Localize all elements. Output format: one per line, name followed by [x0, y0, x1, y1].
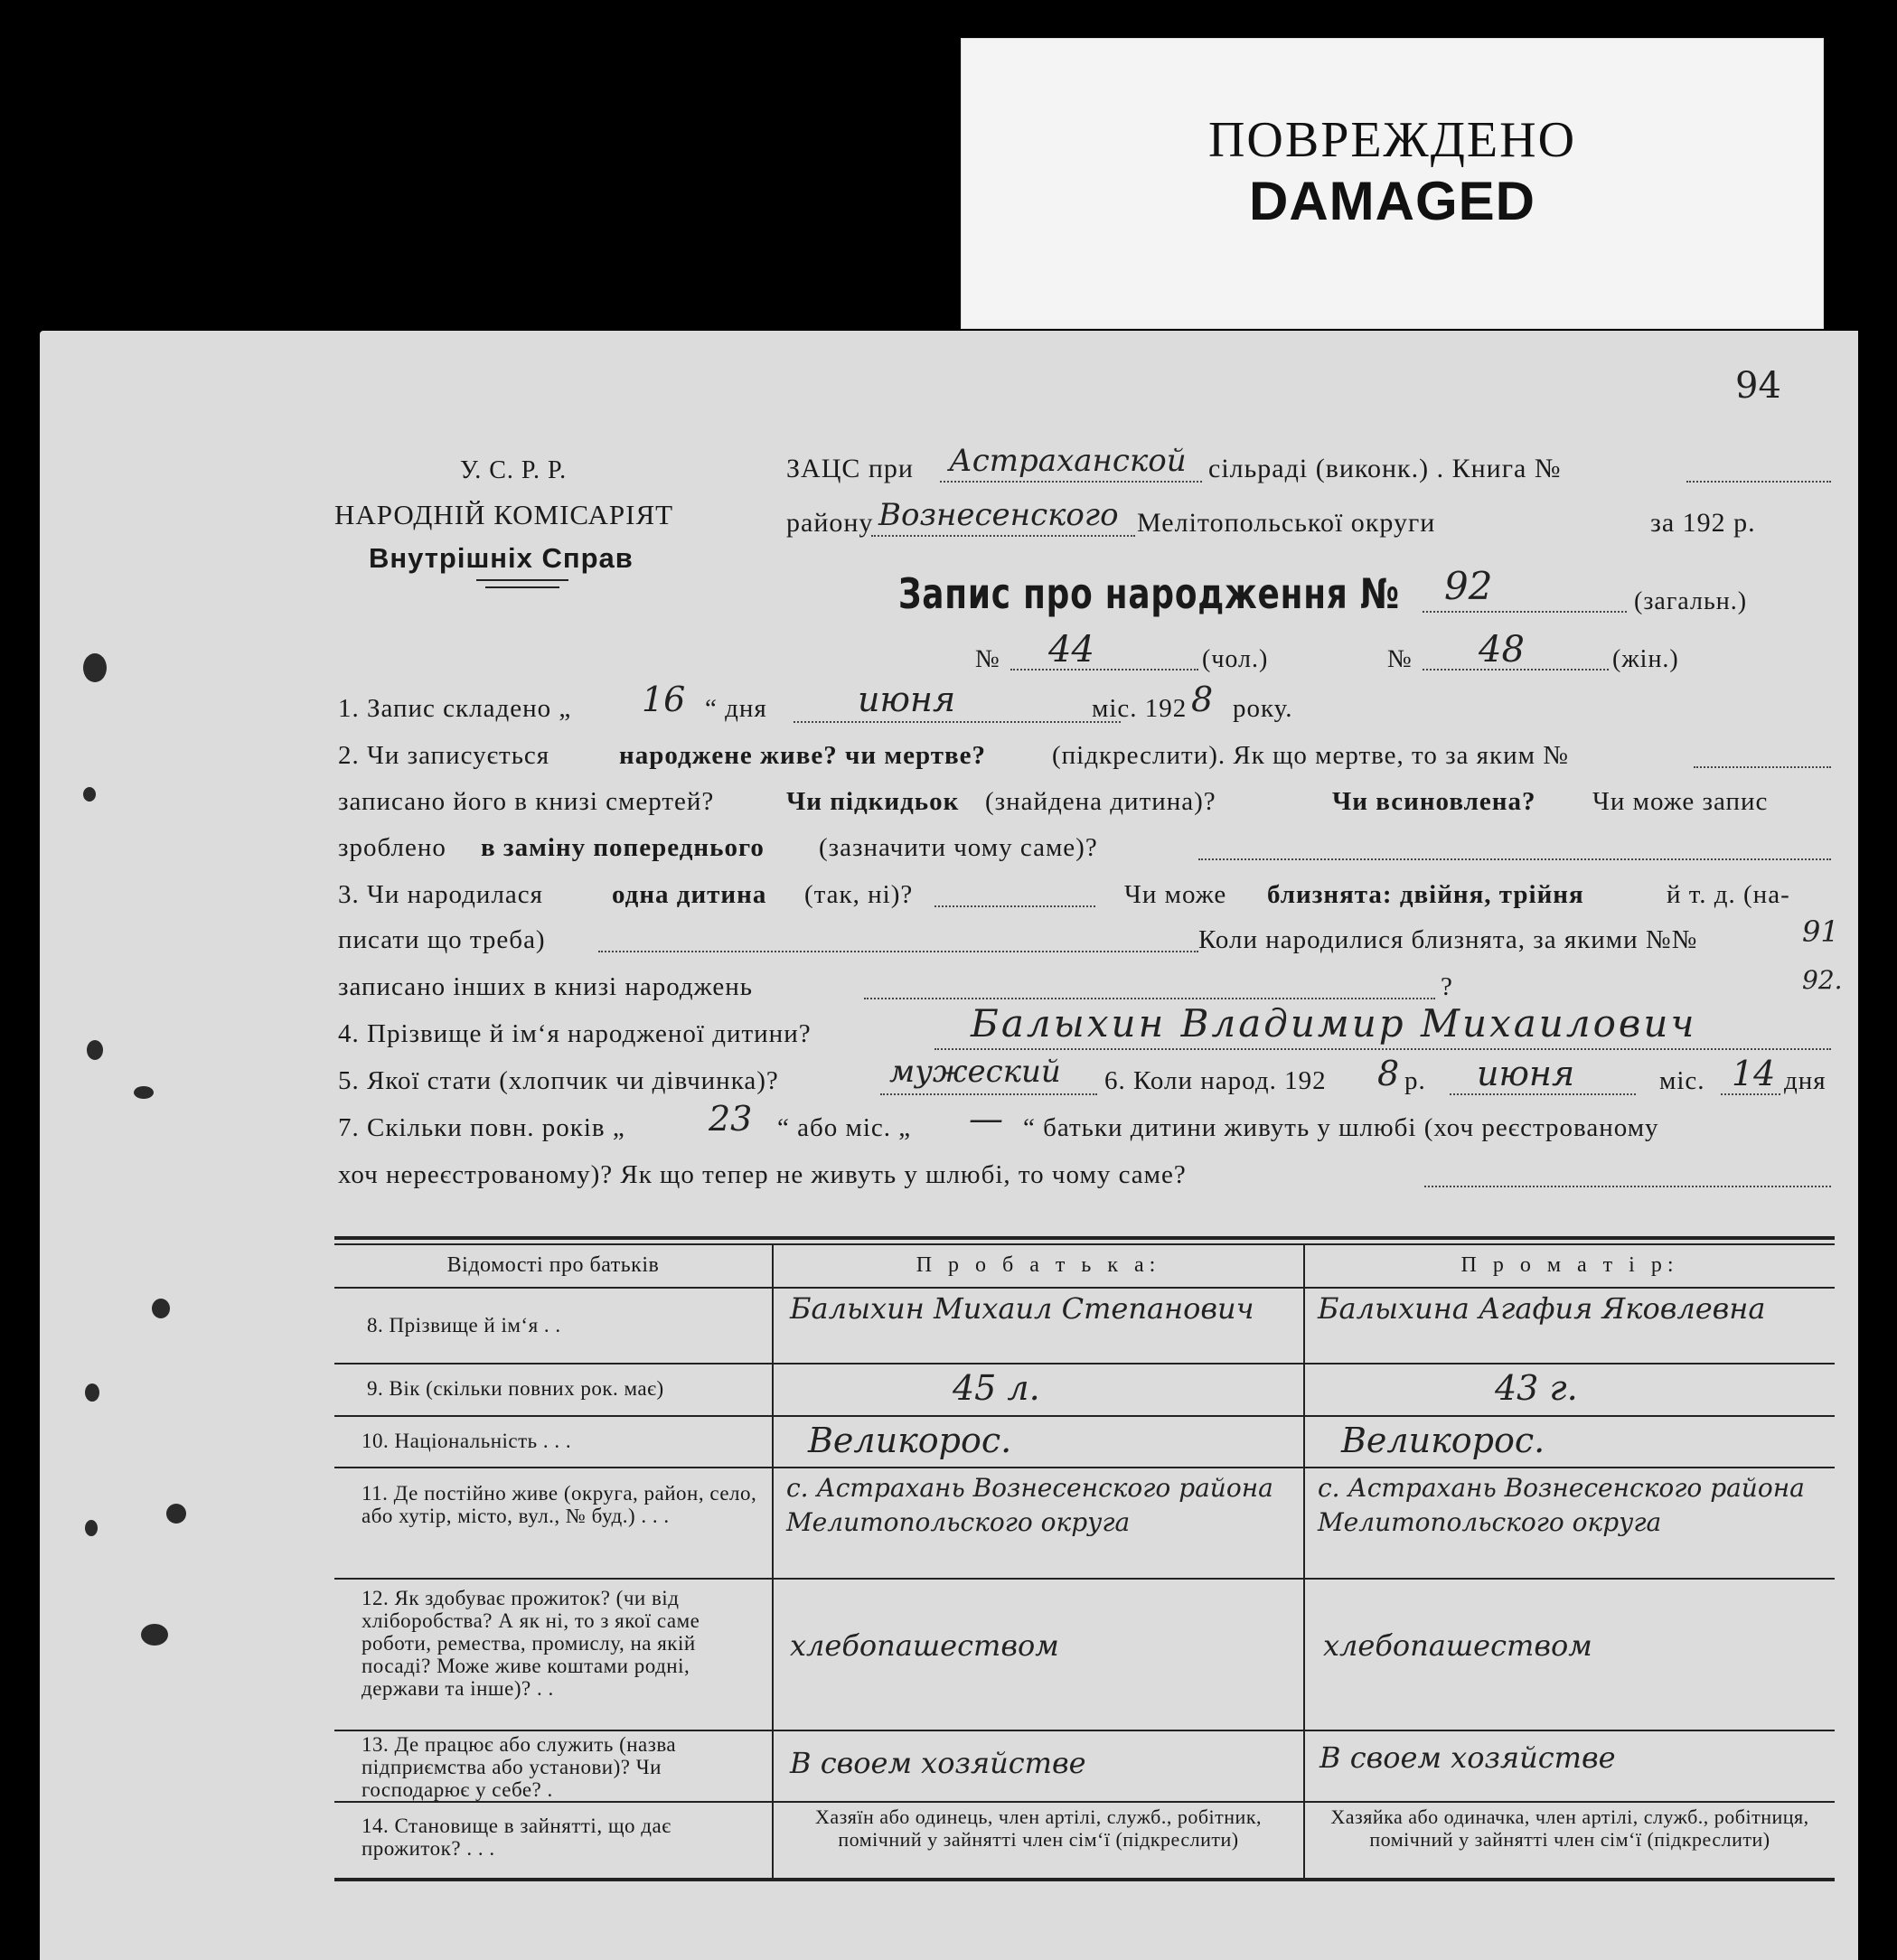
item4-label: 4. Прізвище й ім‘я народженої дитини? — [338, 1019, 812, 1048]
table-row-label: 10. Національність . . . — [362, 1430, 572, 1452]
male-number-sign: № — [975, 645, 1000, 673]
commissariat-department: Внутрішніх Справ — [369, 542, 634, 574]
punch-hole-mark — [85, 1520, 98, 1536]
record-title: Запис про народження № — [898, 569, 1400, 618]
item1-month: июня — [858, 680, 956, 719]
punch-hole-mark — [87, 1040, 103, 1060]
damaged-label-ua: ПОВРЕЖДЕНО — [1207, 112, 1577, 168]
table-row-label: 11. Де постійно живе (округа, район, село, або хутір, місто, вул., № буд.) . . . — [362, 1482, 757, 1527]
item1-day: 16 — [642, 680, 686, 719]
mother-nationality-value: Великорос. — [1341, 1421, 1545, 1460]
table-row-divider — [334, 1363, 1835, 1364]
item1-year-label: міс. 192 — [1092, 694, 1188, 723]
page-number: 94 — [1735, 365, 1781, 407]
table-row-divider — [334, 1467, 1835, 1468]
item2-alive-dead: народжене живе? чи мертве? — [619, 741, 987, 770]
item7-line2: хоч нереєстрованому)? Як що тепер не живуть у шлюбі, то чому саме? — [338, 1160, 1187, 1189]
item6-year-suffix: р. — [1404, 1066, 1426, 1095]
item3-line3-a: записано інших в книзі народжень — [338, 972, 753, 1001]
item7-months: — — [969, 1099, 1003, 1139]
table-row-label: 12. Як здобуває прожиток? (чи від хліборобства? А як ні, то з якої саме роботи, ремества, промислу, на якій посаді? Може живе коштами родні, держави та інше)? . . — [362, 1587, 700, 1700]
mother-workplace-value: В своем хозяйстве — [1319, 1740, 1616, 1775]
item2-line3-a: зроблено — [338, 833, 446, 862]
fill-line — [880, 1093, 1097, 1095]
item2-line3-c: (зазначити чому саме)? — [819, 833, 1098, 862]
child-sex-value: мужеский — [889, 1054, 1061, 1090]
item1-label: 1. Запис складено „ — [338, 694, 572, 723]
zags-value: Астраханской — [949, 443, 1187, 479]
fill-line — [1423, 669, 1609, 671]
table-header-info: Відомості про батьків — [446, 1253, 660, 1277]
table-border-top — [334, 1243, 1835, 1245]
item2-label: 2. Чи записується — [338, 741, 550, 770]
district-suffix: Мелітопольської округи — [1137, 508, 1436, 538]
item6-month-label: міс. — [1659, 1066, 1705, 1095]
item3-etc: й т. д. (на- — [1667, 880, 1790, 909]
zags-suffix: сільраді (виконк.) . Книга № — [1208, 454, 1562, 483]
item6-day-label: дня — [1784, 1066, 1827, 1095]
father-livelihood-value: хлебопашеством — [790, 1628, 1059, 1663]
mother-employment-status: Хазяйка або одиначка, член артілі, служб., робітниця, помічний у зайнятті член сім‘ї (підкреслити) — [1330, 1805, 1809, 1851]
male-number: 44 — [1048, 629, 1094, 671]
divider-line — [485, 586, 559, 588]
fill-line — [934, 1048, 1831, 1050]
table-row-label: 13. Де працює або служить (назва підприємства або установи)? Чи господарює у себе? . — [362, 1733, 677, 1801]
punch-hole-mark — [83, 787, 96, 802]
fill-line — [1010, 669, 1198, 671]
fill-line — [1450, 1093, 1636, 1095]
table-row-divider — [334, 1415, 1835, 1417]
mother-name-value: Балыхина Агафия Яковлевна — [1318, 1291, 1766, 1326]
item3-line2-a: писати що треба) — [338, 925, 546, 954]
child-name-value: Балыхин Владимир Михаилович — [971, 1001, 1697, 1046]
fill-line — [871, 535, 1135, 537]
father-employment-status: Хазяїн або одинець, член артілі, служб., робітник, помічний у зайнятті член сім‘ї (підкреслити) — [814, 1805, 1263, 1851]
table-col-divider — [772, 1243, 774, 1880]
item2-adopted: Чи всиновлена? — [1332, 787, 1536, 816]
female-label: (жін.) — [1612, 645, 1679, 673]
item3-twins: близнята: двійня, трійня — [1267, 880, 1584, 909]
fill-line — [1423, 611, 1627, 613]
item2-line2-e: Чи може запис — [1592, 787, 1769, 816]
table-header-father: П р о б а т ь к а: — [916, 1253, 1161, 1277]
item5-label: 5. Якої стати (хлопчик чи дівчинка)? — [338, 1066, 779, 1095]
total-label: (загальн.) — [1634, 587, 1748, 615]
divider-line — [476, 579, 568, 581]
punch-hole-mark — [152, 1299, 170, 1318]
female-number-sign: № — [1387, 645, 1413, 673]
item3-twin-no1: 91 — [1802, 914, 1839, 949]
punch-hole-mark — [83, 653, 107, 682]
father-workplace-value: В своем хозяйстве — [790, 1746, 1086, 1780]
record-number: 92 — [1444, 564, 1493, 608]
table-border-top — [334, 1236, 1835, 1240]
item1-day-label: “ дня — [705, 694, 767, 723]
fill-line — [598, 951, 1198, 952]
father-age-value: 45 л. — [953, 1368, 1040, 1408]
table-row-divider — [334, 1578, 1835, 1580]
fill-line — [1686, 481, 1831, 483]
table-row-label: 8. Прізвище й ім‘я . . — [367, 1314, 561, 1336]
father-nationality-value: Великорос. — [808, 1421, 1012, 1460]
table-row-label: 14. Становище в зайнятті, що дає прожиток? . . . — [362, 1815, 671, 1860]
district-label: району — [786, 508, 874, 538]
mother-livelihood-value: хлебопашеством — [1323, 1628, 1592, 1663]
item1-suffix: року. — [1233, 694, 1293, 723]
item6-year: 8 — [1377, 1054, 1400, 1093]
item3-maybe: Чи може — [1124, 880, 1227, 909]
item7-years: 23 — [709, 1099, 753, 1139]
item3-one-child: одна дитина — [612, 880, 767, 909]
state-abbreviation: У. С. Р. Р. — [460, 456, 568, 484]
birth-record-sheet — [40, 331, 1858, 1960]
table-row-divider — [334, 1801, 1835, 1803]
damaged-label-card — [961, 38, 1824, 329]
district-value: Вознесенского — [878, 497, 1119, 533]
item6-month: июня — [1477, 1054, 1575, 1093]
fill-line — [1721, 1093, 1780, 1095]
fill-line — [934, 905, 1095, 907]
item7-line1-c: “ батьки дитини живуть у шлюбі (хоч реєстрованому — [1023, 1113, 1659, 1142]
table-header-mother: П р о м а т і р: — [1460, 1253, 1679, 1277]
item2-foundling: Чи підкидьок — [786, 787, 960, 816]
item2-line2-a: записано його в книзі смертей? — [338, 787, 715, 816]
table-row-label: 9. Вік (скільки повних рок. має) — [367, 1377, 664, 1400]
table-row-divider — [334, 1287, 1835, 1289]
item7-months-label: “ або міс. „ — [777, 1113, 912, 1142]
item7-label: 7. Скільки повн. років „ — [338, 1113, 625, 1142]
punch-hole-mark — [141, 1624, 168, 1646]
table-col-divider — [1303, 1243, 1305, 1880]
item2-question: (підкреслити). Як що мертве, то за яким № — [1052, 741, 1569, 770]
father-name-value: Балыхин Михаил Степанович — [790, 1291, 1254, 1326]
fill-line — [1424, 1186, 1831, 1187]
punch-hole-mark — [134, 1086, 154, 1099]
mother-age-value: 43 г. — [1495, 1368, 1578, 1408]
damaged-label-en: DAMAGED — [1249, 171, 1535, 231]
item6-label: 6. Коли народ. 192 — [1104, 1066, 1327, 1095]
fill-line — [1198, 858, 1831, 860]
commissariat-name: НАРОДНІЙ КОМІСАРІЯТ — [334, 499, 674, 530]
fill-line — [794, 721, 1121, 723]
table-border-bottom — [334, 1878, 1835, 1881]
item3-line2-b: Коли народилися близнята, за якими №№ — [1198, 925, 1698, 954]
male-label: (чол.) — [1202, 645, 1269, 673]
item2-replacement: в заміну попереднього — [481, 833, 765, 862]
item1-year: 8 — [1191, 680, 1214, 719]
father-residence-value: с. Астрахань Вознесенского района Мелитопольского округа — [786, 1473, 1273, 1537]
table-row-divider — [334, 1730, 1835, 1731]
year-label: за 192 р. — [1650, 508, 1756, 538]
item6-day: 14 — [1732, 1054, 1776, 1093]
fill-line — [940, 481, 1202, 483]
zags-label: ЗАЦС при — [786, 454, 914, 483]
item3-label: 3. Чи народилася — [338, 880, 544, 909]
mother-residence-value: с. Астрахань Вознесенского района Мелитопольского округа — [1318, 1473, 1805, 1537]
fill-line — [1694, 766, 1831, 768]
item3-yes-no: (так, ні)? — [804, 880, 914, 909]
fill-line — [864, 998, 1435, 999]
female-number: 48 — [1479, 629, 1525, 671]
item2-line2-c: (знайдена дитина)? — [985, 787, 1216, 816]
item3-line3-b: ? — [1441, 972, 1453, 1001]
punch-hole-mark — [85, 1383, 99, 1402]
item3-twin-no2: 92. — [1802, 965, 1843, 995]
punch-hole-mark — [166, 1504, 186, 1524]
